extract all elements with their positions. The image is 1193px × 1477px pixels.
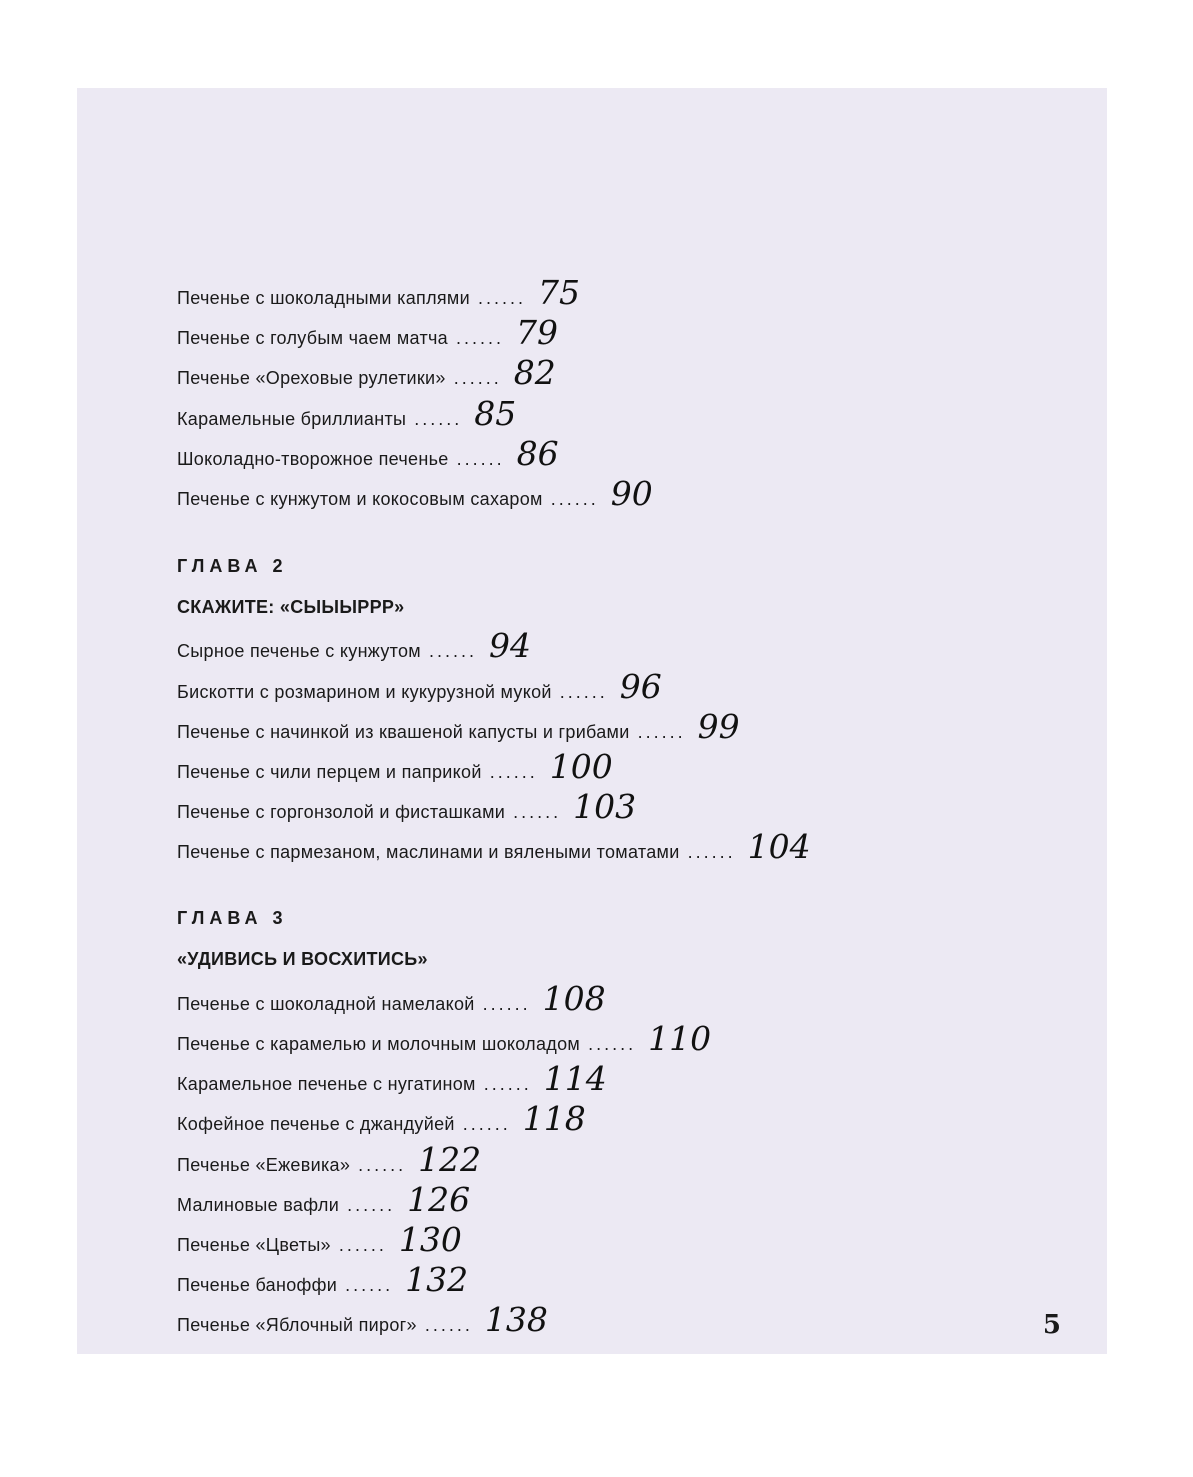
toc-entry-page: 82 <box>513 353 556 392</box>
toc-entry[interactable] <box>177 1300 548 1340</box>
toc-entry[interactable] <box>177 434 559 474</box>
toc-entry[interactable] <box>177 667 662 707</box>
toc-entry-page: 79 <box>516 313 558 352</box>
toc-entry-title: Шоколадно-творожное печенье <box>177 449 449 469</box>
book-page <box>77 88 1107 1354</box>
toc-entry-title: Печенье с чили перцем и паприкой <box>177 762 482 782</box>
toc-entry-title: Печенье с пармезаном, маслинами и вялеными томатами <box>177 842 680 862</box>
toc-entry-dots: ...... <box>358 1155 407 1175</box>
toc-entry-page: 96 <box>619 667 662 706</box>
toc-entry-page: 104 <box>747 827 811 866</box>
toc-entry[interactable] <box>177 1019 711 1059</box>
toc-entry-title: Печенье с шоколадной намелакой <box>177 994 475 1014</box>
toc-entry-dots: ...... <box>550 489 599 509</box>
toc-entry-page: 114 <box>543 1059 607 1098</box>
toc-entry-dots: ...... <box>453 368 502 388</box>
toc-entry-title: Печенье с начинкой из квашеной капусты и грибами <box>177 722 630 742</box>
toc-entry[interactable] <box>177 313 558 353</box>
toc-entry[interactable] <box>177 1220 462 1260</box>
toc-entry-dots: ...... <box>687 842 736 862</box>
toc-entry-page: 75 <box>537 273 580 312</box>
toc-entry[interactable] <box>177 626 531 666</box>
toc-entry-page: 126 <box>407 1180 471 1219</box>
toc-entry-dots: ...... <box>347 1195 396 1215</box>
toc-entry-page: 132 <box>405 1260 469 1299</box>
toc-entry-page: 122 <box>418 1140 482 1179</box>
toc-entry-dots: ...... <box>482 994 531 1014</box>
toc-entry-page: 86 <box>516 434 559 473</box>
toc-entry-page: 94 <box>489 626 531 665</box>
toc-entry-page: 103 <box>573 787 637 826</box>
toc-entry-dots: ...... <box>345 1275 394 1295</box>
toc-entry-page: 108 <box>542 979 606 1018</box>
toc-entry-dots: ...... <box>462 1114 511 1134</box>
toc-entry-title: Карамельные бриллианты <box>177 409 407 429</box>
toc-entry-dots: ...... <box>483 1074 532 1094</box>
toc-entry-title: Печенье «Цветы» <box>177 1235 331 1255</box>
toc-entry[interactable] <box>177 1180 470 1220</box>
chapter-label: ГЛАВА 2 <box>177 556 288 576</box>
toc-entry[interactable] <box>177 979 606 1019</box>
chapter-label: ГЛАВА 3 <box>177 908 288 928</box>
toc-entry[interactable] <box>177 1099 586 1139</box>
toc-entry-dots: ...... <box>588 1034 637 1054</box>
toc-entry-dots: ...... <box>455 328 504 348</box>
toc-entry-dots: ...... <box>477 288 526 308</box>
toc-entry[interactable] <box>177 827 811 867</box>
page-number: 5 <box>1042 1310 1061 1340</box>
toc-entry-dots: ...... <box>456 449 505 469</box>
toc-entry-dots: ...... <box>637 722 686 742</box>
toc-entry-title: Печенье баноффи <box>177 1275 338 1295</box>
toc-entry-title: Малиновые вафли <box>177 1195 340 1215</box>
toc-entry-dots: ...... <box>414 409 463 429</box>
toc-entry-title: Бискотти с розмарином и кукурузной мукой <box>177 682 552 702</box>
toc-entry-dots: ...... <box>489 762 538 782</box>
toc-entry-page: 110 <box>648 1019 712 1058</box>
toc-entry-page: 99 <box>697 707 740 746</box>
toc-entry[interactable] <box>177 353 556 393</box>
toc-entry-dots: ...... <box>559 682 608 702</box>
toc-entry[interactable] <box>177 273 580 313</box>
toc-entry-title: Сырное печенье с кунжутом <box>177 641 421 661</box>
toc-entry-page: 130 <box>398 1220 462 1259</box>
toc-entry-page: 118 <box>522 1099 586 1138</box>
toc-entry-page: 90 <box>610 474 653 513</box>
toc-entry-title: Печенье «Яблочный пирог» <box>177 1315 417 1335</box>
toc-entry-title: Печенье с голубым чаем матча <box>177 328 448 348</box>
toc-entry-title: Печенье с шоколадными каплями <box>177 288 470 308</box>
toc-entry-dots: ...... <box>424 1315 473 1335</box>
toc-entry[interactable] <box>177 707 740 747</box>
toc-entry-page: 100 <box>549 747 613 786</box>
toc-entry[interactable] <box>177 1140 481 1180</box>
toc-entry-title: Печенье с горгонзолой и фисташками <box>177 802 506 822</box>
toc-entry-page: 85 <box>474 394 517 433</box>
toc-entry[interactable] <box>177 747 613 787</box>
toc-entry-dots: ...... <box>428 641 477 661</box>
toc-entry[interactable] <box>177 1260 468 1300</box>
toc-entry[interactable] <box>177 394 516 434</box>
toc-entry-title: Печенье с карамелью и молочным шоколадом <box>177 1034 581 1054</box>
chapter-title: СКАЖИТЕ: «СЫЫЫРРР» <box>177 597 405 617</box>
toc-entry-title: Печенье с кунжутом и кокосовым сахаром <box>177 489 543 509</box>
toc-entry-title: Печенье «Ореховые рулетики» <box>177 368 446 388</box>
toc-entry-title: Кофейное печенье с джандуйей <box>177 1114 455 1134</box>
chapter-title: «УДИВИСЬ И ВОСХИТИСЬ» <box>177 949 428 969</box>
toc-entry-title: Печенье «Ежевика» <box>177 1155 351 1175</box>
toc-entry-dots: ...... <box>513 802 562 822</box>
toc-entry[interactable] <box>177 1059 607 1099</box>
toc-entry[interactable] <box>177 787 636 827</box>
toc-entry-page: 138 <box>484 1300 548 1339</box>
toc-entry[interactable] <box>177 474 653 514</box>
toc-entry-title: Карамельное печенье с нугатином <box>177 1074 476 1094</box>
toc-entry-dots: ...... <box>338 1235 387 1255</box>
